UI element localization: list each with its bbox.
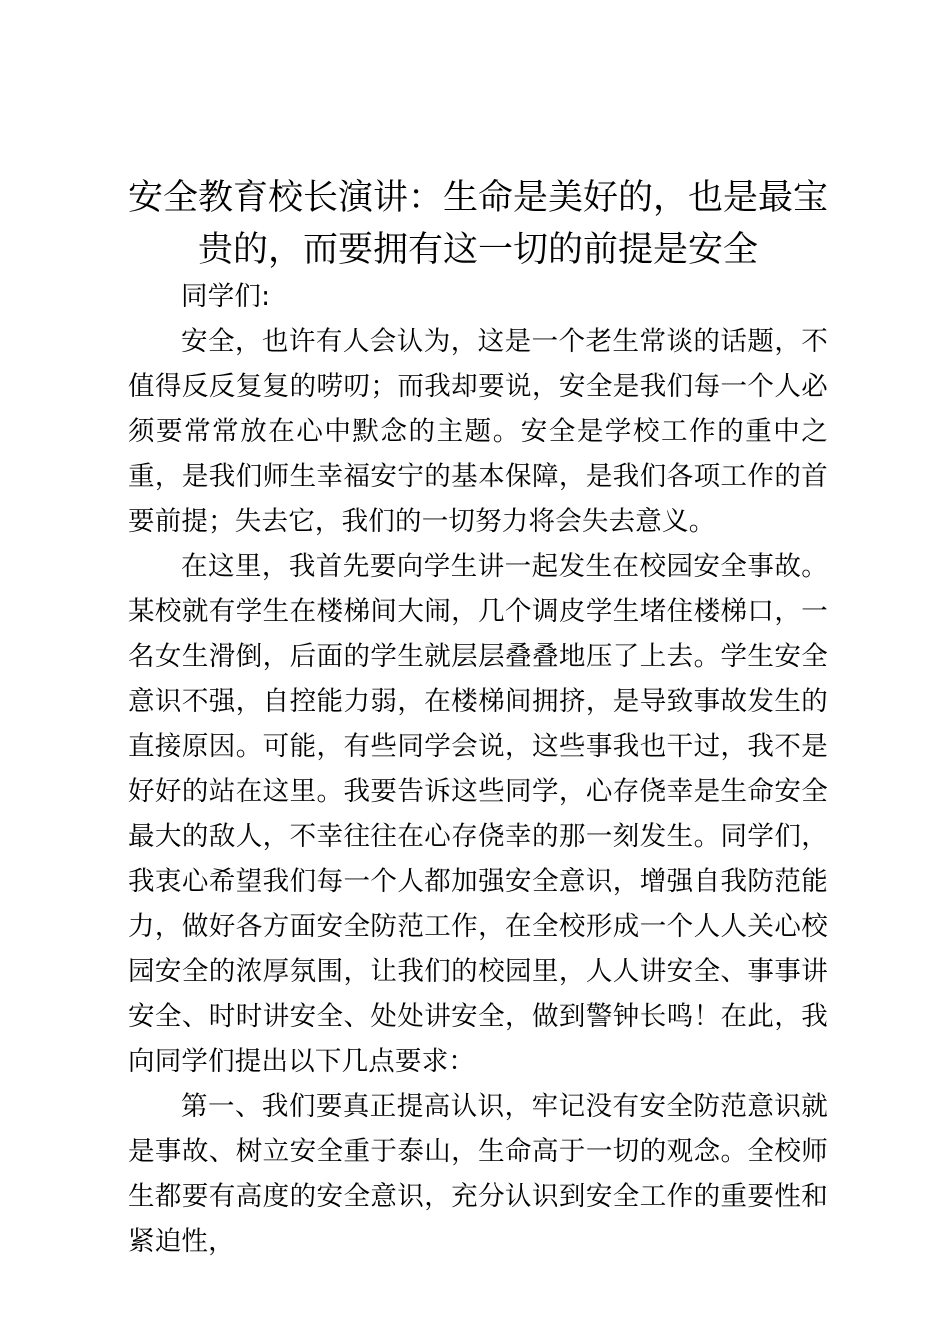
paragraph-3: 第一、我们要真正提高认识，牢记没有安全防范意识就是事故、树立安全重于泰山，生命高于一切的观念。全校师生都要有高度的安全意识，充分认识到安全工作的重要性和紧迫性，	[128, 1091, 828, 1257]
paragraph-2: 在这里，我首先要向学生讲一起发生在校园安全事故。某校就有学生在楼梯间大闹，几个调皮学生堵住楼梯口，一名女生滑倒，后面的学生就层层叠叠地压了上去。学生安全意识不强，自控能力弱，在楼梯间拥挤，是导致事故发生的直接原因。可能，有些同学会说，这些事我也干过，我不是好好的站在这里。我要告诉这些同学，心存侥幸是生命安全最大的敌人，不幸往往在心存侥幸的那一刻发生。同学们，我衷心希望我们每一个人都加强安全意识，增强自我防范能力，做好各方面安全防范工作，在全校形成一个人人关心校园安全的浓厚氛围，让我们的校园里，人人讲安全、事事讲安全、时时讲安全、处处讲安全，做到警钟长鸣！在此，我向同学们提出以下几点要求：	[128, 551, 828, 1077]
document-body	[128, 274, 828, 1264]
paragraph-1: 安全，也许有人会认为，这是一个老生常谈的话题，不值得反反复复的唠叨；而我却要说，安全是我们每一个人必须要常常放在心中默念的主题。安全是学校工作的重中之重，是我们师生幸福安宁的基本保障，是我们各项工作的首要前提；失去它，我们的一切努力将会失去意义。	[128, 326, 828, 537]
document-title: 安全教育校长演讲：生命是美好的，也是最宝贵的，而要拥有这一切的前提是安全	[128, 178, 829, 270]
salutation: 同学们:	[181, 281, 271, 312]
